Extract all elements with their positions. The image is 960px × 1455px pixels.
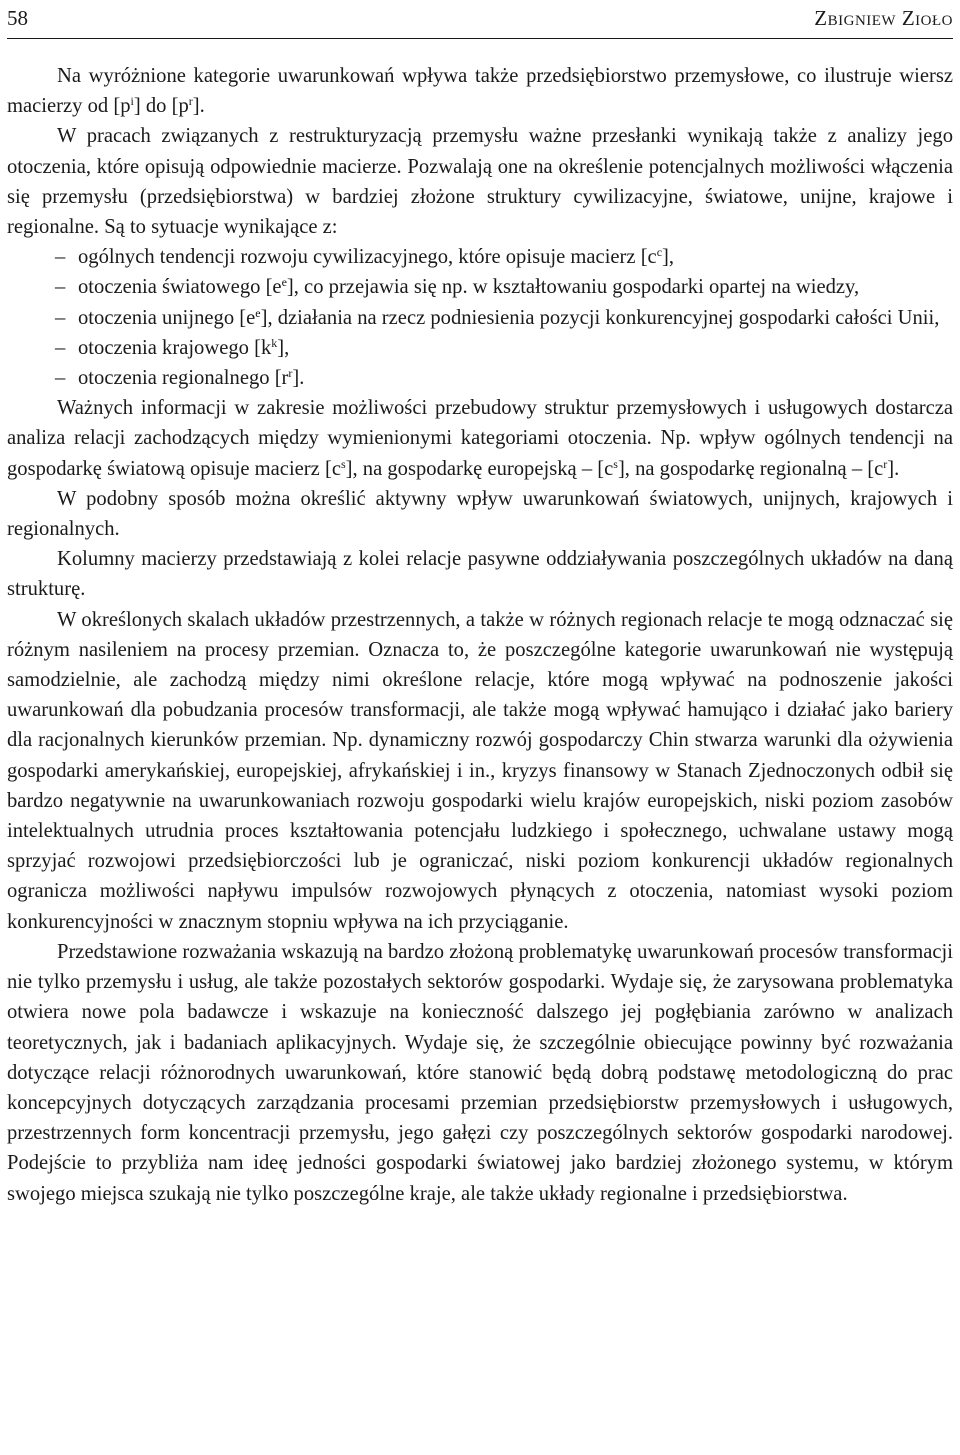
paragraph-3 [7,393,953,484]
superscript: k [271,335,278,350]
author-name: Zbigniew Zioło [814,6,953,30]
dash-bullet: – [55,306,66,329]
list-item-text-end: ], [662,246,675,269]
list-item [7,333,953,363]
list-item-text: otoczenia światowego [e [78,276,282,299]
superscript-s: s [340,456,346,471]
list-item-text: ogólnych tendencji rozwoju cywilizacyjnego, które opisuje macierz [c [78,246,657,269]
superscript: e [281,275,287,290]
list-item-text-end: ], co przejawia się np. w kształtowaniu gospodarki opartej na wiedzy, [286,276,860,299]
paragraph-3-text-c: ], na gospodarkę regionalną – [c [617,457,884,480]
dash-bullet: – [55,336,66,359]
list-item-text-end: ]. [292,367,305,390]
page-body [7,61,953,1209]
paragraph-1 [7,61,953,121]
superscript: c [656,245,663,260]
paragraph-1-text-c: ]. [192,95,205,118]
list-item [7,303,953,333]
superscript-r: r [188,94,193,109]
superscript-i: i [130,94,134,109]
paragraph-1-text-a: Na wyróżnione kategorie uwarunkowań wpływa także przedsiębiorstwo przemysłowe, co ilustruje wiersz macierzy od [p [7,65,953,118]
list-item [7,272,953,302]
paragraph-4: W podobny sposób można określić aktywny wpływ uwarunkowań światowych, unijnych, krajowych i regionalnych. [7,487,953,541]
list-item-text: otoczenia regionalnego [r [78,367,289,390]
list-item-text: otoczenia krajowego [k [78,336,272,359]
dash-bullet: – [55,246,66,269]
running-header [7,0,953,39]
dash-bullet: – [55,367,66,390]
dash-bullet: – [55,276,66,299]
paragraph-3-text-b: ], na gospodarkę europejską – [c [345,457,614,480]
superscript: r [288,366,293,381]
paragraph-3-text-a: Ważnych informacji w zakresie możliwości przebudowy struktur przemysłowych i usługowych dostarcza analiza relacji zachodzących między wymienionymi kategoriami otoczenia. Np. wpływ ogólnych tendencji na gospodarkę światową opisuje macierz [c [7,397,953,480]
paragraph-2: W pracach związanych z restrukturyzacją przemysłu ważne przesłanki wynikają także z analizy jego otoczenia, które opisują odpowiednie macierze. Pozwalają one na określenie potencjalnych możliwości włączenia się przemysłu (przedsiębiorstwa) w bardziej złożone struktury cywilizacyjne, światowe, unijne, krajowe i regionalne. Są to sytuacje wynikające z: [7,125,953,239]
superscript: e [255,305,261,320]
paragraph-1-text-b: ] do [p [133,95,189,118]
paragraph-5: Kolumny macierzy przedstawiają z kolei relacje pasywne oddziaływania poszczególnych układów na daną strukturę. [7,548,953,601]
superscript-r: r [883,456,888,471]
list-item [7,242,953,272]
superscript-s: s [613,456,618,471]
paragraph-3-text-d: ]. [887,457,900,480]
paragraph-6: W określonych skalach układów przestrzennych, a także w różnych regionach relacje te mogą odznaczać się różnym nasileniem na procesy przemian. Oznacza to, że poszczególne kategorie uwarunkowań nie występują samodzielnie, ale zachodzą między nimi określone relacje, które mogą wpływać na podnoszenie jakości uwarunkowań dla pobudzania procesów transformacji, ale także mogą wpływać hamująco i działać jako bariery dla racjonalnych kierunków przemian. Np. dynamiczny rozwój gospodarczy Chin stwarza warunki dla ożywienia gospodarki amerykańskiej, europejskiej, afrykańskiej i in., kryzys finansowy w Stanach Zjednoczonych odbił się bardzo negatywnie na uwarunkowaniach rozwoju gospodarki wielu krajów europejskich, niski poziom zasobów intelektualnych utrudnia proces kształtowania potencjału ludzkiego i społecznego, uchwalane ustawy mogą sprzyjać rozwojowi przedsiębiorczości lub je ograniczać, niski poziom konkurencji układów regionalnych ogranicza możliwości napływu impulsów rozwojowych płynących z otoczenia, natomiast wysoki poziom konkurencyjności w znacznym stopniu wpływa na ich przyciąganie. [7,608,953,933]
page-number: 58 [7,6,28,30]
list-item-text: otoczenia unijnego [e [78,306,256,329]
conditions-list [7,242,953,393]
list-item [7,363,953,393]
list-item-text-end: ], działania na rzecz podniesienia pozycji konkurencyjnej gospodarki całości Unii, [260,306,940,329]
paragraph-7: Przedstawione rozważania wskazują na bardzo złożoną problematykę uwarunkowań procesów transformacji nie tylko przemysłu i usług, ale także pozostałych sektorów gospodarki. Wydaje się, że zarysowana problematyka otwiera nowe pola badawcze i wskazuje na konieczność dalszego jej pogłębiania zarówno w analizach teoretycznych, jak i badaniach aplikacyjnych. Wydaje się, że szczególnie obiecujące powinny być rozważania dotyczące relacji różnorodnych uwarunkowań, które stanowić będą dobrą podstawę metodologiczną do prac koncepcyjnych dotyczących zarządzania procesami przemian przedsiębiorstw przemysłowych i usługowych, przestrzennych form koncentracji przemysłu, jego gałęzi czy poszczególnych sektorów gospodarki narodowej. Podejście to przybliża nam ideę jedności gospodarki światowej jako bardziej złożonego systemu, w którym swojego miejsca szukają nie tylko poszczególne kraje, ale także układy regionalne i przedsiębiorstwa. [7,940,953,1205]
list-item-text-end: ], [277,336,290,359]
